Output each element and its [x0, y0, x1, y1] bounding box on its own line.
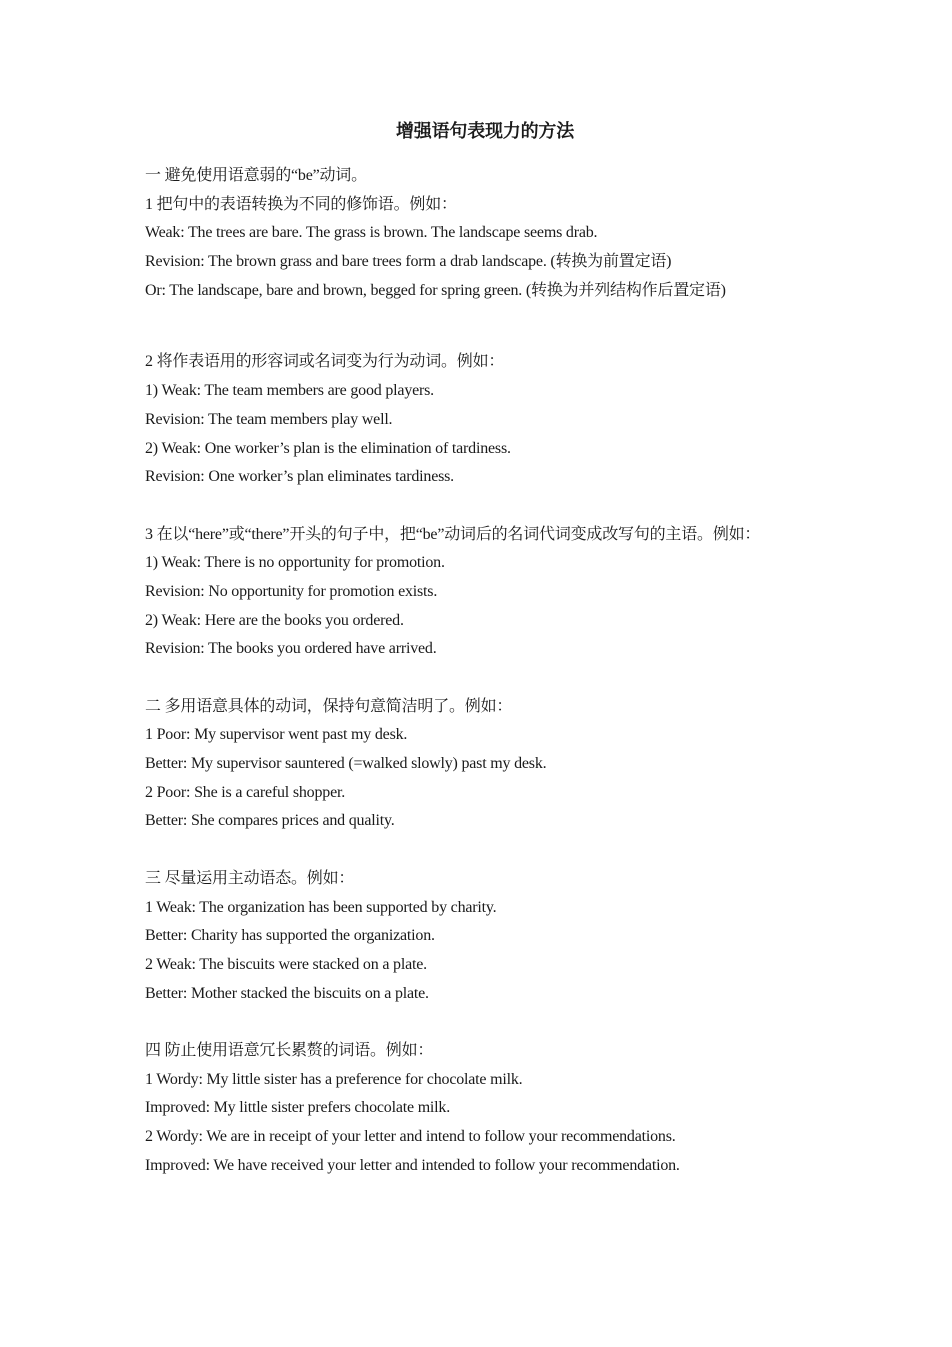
subsection-heading-1-3: 3 在以“here”或“there”开头的句子中，把“be”动词后的名词代词变成改写句的主语。例如： — [145, 525, 761, 543]
example-line: 2 Poor: She is a careful shopper. — [145, 783, 346, 801]
subsection-heading-1-1: 1 把句中的表语转换为不同的修饰语。例如： — [145, 195, 457, 213]
example-line: 1 Wordy: My little sister has a preference for chocolate milk. — [145, 1070, 523, 1088]
example-line: 2) Weak: Here are the books you ordered. — [145, 611, 404, 629]
example-line: 2) Weak: One worker’s plan is the elimination of tardiness. — [145, 439, 511, 457]
subsection-heading-1-2: 2 将作表语用的形容词或名词变为行为动词。例如： — [145, 353, 505, 371]
example-line: Improved: We have received your letter and intended to follow your recommendation. — [145, 1156, 680, 1174]
example-line: 2 Weak: The biscuits were stacked on a plate. — [145, 955, 427, 973]
document-title: 增强语句表现力的方法 — [396, 121, 574, 141]
spacer — [145, 1008, 825, 1037]
example-line: Weak: The trees are bare. The grass is brown. The landscape seems drab. — [145, 224, 598, 242]
spacer — [145, 664, 825, 693]
section-heading-3: 三 尽量运用主动语态。例如： — [145, 869, 355, 887]
document-body — [145, 118, 825, 1180]
example-line: 1 Weak: The organization has been supported by charity. — [145, 898, 497, 916]
example-line: Revision: The team members play well. — [145, 410, 393, 428]
section-heading-1: 一 避免使用语意弱的“be”动词。 — [145, 167, 367, 184]
spacer — [145, 836, 825, 865]
example-line: 2 Wordy: We are in receipt of your letter and intend to follow your recommendations. — [145, 1128, 676, 1146]
example-line: Revision: No opportunity for promotion exists. — [145, 582, 438, 600]
example-line: 1) Weak: There is no opportunity for promotion. — [145, 554, 445, 572]
example-line: Revision: One worker’s plan eliminates tardiness. — [145, 468, 454, 486]
spacer — [145, 492, 825, 521]
spacer — [145, 305, 825, 348]
example-line: Or: The landscape, bare and brown, begged for spring green. (转换为并列结构作后置定语) — [145, 281, 726, 299]
example-line: Revision: The books you ordered have arrived. — [145, 640, 437, 658]
example-line: Better: Mother stacked the biscuits on a plate. — [145, 984, 429, 1002]
example-line: Better: She compares prices and quality. — [145, 812, 395, 830]
example-line: Better: Charity has supported the organization. — [145, 927, 435, 945]
example-line: Improved: My little sister prefers chocolate milk. — [145, 1099, 451, 1117]
example-line: Revision: The brown grass and bare trees form a drab landscape. (转换为前置定语) — [145, 253, 672, 271]
example-line: 1) Weak: The team members are good players. — [145, 382, 434, 400]
section-heading-2: 二 多用语意具体的动词，保持句意简洁明了。例如： — [145, 697, 513, 715]
example-line: 1 Poor: My supervisor went past my desk. — [145, 726, 408, 744]
section-heading-4: 四 防止使用语意冗长累赘的词语。例如： — [145, 1041, 434, 1059]
example-line: Better: My supervisor sauntered (=walked slowly) past my desk. — [145, 755, 547, 773]
